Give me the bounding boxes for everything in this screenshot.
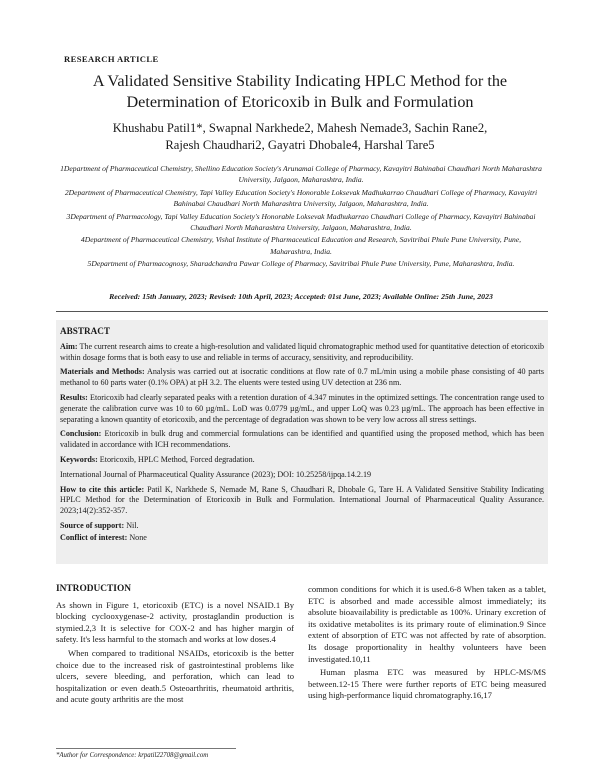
results-text: Etoricoxib had clearly separated peaks with a retention duration of 4.347 minutes in the optimized settings. The concentration range used to generate the calibration curve was 10 to 60 µg/mL. LoD was 0.0779 µg/mL, and upper LoQ was 0.23 µg/mL. The approach has been effective in separating a known quantity of etoricoxib, and the percentage of degradation was shown to be very low across all stress settings. [60,392,544,424]
conclusion-text: Etoricoxib in bulk drug and commercial formulations can be identified and quantified using the proposed method, which has been validated in accordance with ICH recommendations. [60,429,544,450]
author-list [80,120,520,154]
author-line-1: Khushabu Patil1*, Swapnal Narkhede2, Mahesh Nemade3, Sachin Rane2, [112,121,488,135]
keywords-text: Etoricoxib, HPLC Method, Forced degradation. [99,454,255,464]
methods-label: Materials and Methods: [60,367,145,377]
abstract-results [60,393,544,425]
divider [56,311,548,312]
conflict-label: Conflict of interest: [60,532,128,542]
article-type-label: RESEARCH ARTICLE [64,54,159,64]
introduction-heading: INTRODUCTION [56,584,132,594]
support-text: Nil. [126,520,139,530]
intro-paragraph-2: When compared to traditional NSAIDs, etoricoxib is the better choice due to the increased risk of gastrointestinal problems like ulcers, severe bleeding, and perforation, which can lead to hospitalization or even death.5 Osteoarthritis, rheumatoid arthritis, and acute gouty arthritis are the most [56,647,294,705]
abstract-conclusion [60,429,544,451]
cite-label: How to cite this article: [60,484,145,494]
body-column-right [308,584,546,702]
correspondence-footnote: *Author for Correspondence: krpatil22708@gmail.com [56,752,209,759]
affiliation-2: 2Department of Pharmaceutical Chemistry, Tapi Valley Education Society's Honorable Loksevak Madhukarrao Chaudhari College of Pharmacy, Kavayitri Bahinabai Chaudhari North Maharashtra University, Jalgaon, Maharashtra, India. [64,187,538,209]
author-line-2: Rajesh Chaudhari2, Gayatri Dhobale4, Harshal Tare5 [165,138,435,152]
publication-dates: Received: 15th January, 2023; Revised: 10th April, 2023; Accepted: 01st June, 2023; Available Online: 25th June, 2023 [109,292,493,301]
cite-text: Patil K, Narkhede S, Nemade M, Rane S, Chaudhari R, Dhobale G, Tare H. A Validated Sensitive Stability Indicating HPLC Method for the Determination of Etoricoxib in Bulk and Formulation. International Journal of Pharmaceutical Quality Assurance. 2023;14(2):352-357. [60,484,544,516]
support-label: Source of support: [60,520,125,530]
body-column-left [56,584,294,706]
aim-text: The current research aims to create a high-resolution and validated liquid chromatographic method used for quantitative detection of etoricoxib within dosage forms that is both easy to use and reliable in terms of accuracy, sensitivity, and reproducibility. [60,341,544,362]
affiliation-1: 1Department of Pharmaceutical Chemistry, Shellino Education Society's Arunamai College of Pharmacy, Kavayitri Bahinabai Chaudhari North Maharashtra University, Jalgaon, Maharashtra, India. [60,164,542,185]
conflict-of-interest [60,533,544,544]
affiliation-3: 3Department of Pharmacology, Tapi Valley Education Society's Honorable Loksevak Madhukarrao Chaudhari College of Pharmacy, Kavayitri Bahinabai Chaudhari North Maharashtra University, Jalgaon, Maharashtra, India. [66,211,536,233]
abstract-keywords [60,455,544,466]
abstract-box [56,320,548,564]
intro-paragraph-3: common conditions for which it is used.6-8 When taken as a tablet, ETC is absorbed and made accessible almost immediately; its absolute bioavailability is predictable as 100%. Urinary excretion of its oxidative metabolites is its primary route of elimination.9 Since extent of absorption of ETC was not affected by rate of absorption. Its dosage proportionality in healthy volunteers have been investigated.10,11 [308,584,546,664]
abstract-heading: ABSTRACT [60,326,111,336]
intro-paragraph-4: Human plasma ETC was measured by HPLC-MS/MS between.12-15 There were further reports of ETC being measured using high-performance liquid chromatography.16,17 [308,667,546,701]
conflict-text: None [129,532,147,542]
journal-doi: International Journal of Pharmaceutical Quality Assurance (2023); DOI: 10.25258/ijpqa.14.2.19 [60,469,372,479]
paper-title: A Validated Sensitive Stability Indicating HPLC Method for the Determination of Etoricoxib in Bulk and Formulation [92,72,508,111]
affiliation-5: 5Department of Pharmacognosy, Sharadchandra Pawar College of Pharmacy, Savitribai Phule Pune University, Pune, Maharashtra, India. [87,259,515,269]
affiliations [60,163,542,271]
citation [60,485,544,517]
conclusion-label: Conclusion: [60,429,102,439]
methods-text: Analysis was carried out at isocratic conditions at flow rate of 0.7 mL/min using a mobile phase consisting of 40 parts methanol to 60 parts water (0.1% OPA) at pH 3.2. The eluents were tested using UV detection at 236 nm. [60,367,544,388]
footnote-rule [56,748,236,749]
source-of-support [60,521,544,532]
abstract-aim [60,342,544,364]
results-label: Results: [60,392,88,402]
aim-label: Aim: [60,341,78,351]
abstract-methods [60,367,544,389]
intro-paragraph-1: As shown in Figure 1, etoricoxib (ETC) is a novel NSAID.1 By blocking cyclooxygenase-2 activity, prostaglandin production is stymied.2,3 It is selective for COX-2 and has higher margin of safety. It's less harmful to the stomach and works at low doses.4 [56,599,294,645]
affiliation-4: 4Department of Pharmaceutical Chemistry, Vishal Institute of Pharmaceutical Education and Research, Savitribai Phule Pune University, Pune, Maharashtra, India. [80,235,522,256]
keywords-label: Keywords: [60,454,98,464]
